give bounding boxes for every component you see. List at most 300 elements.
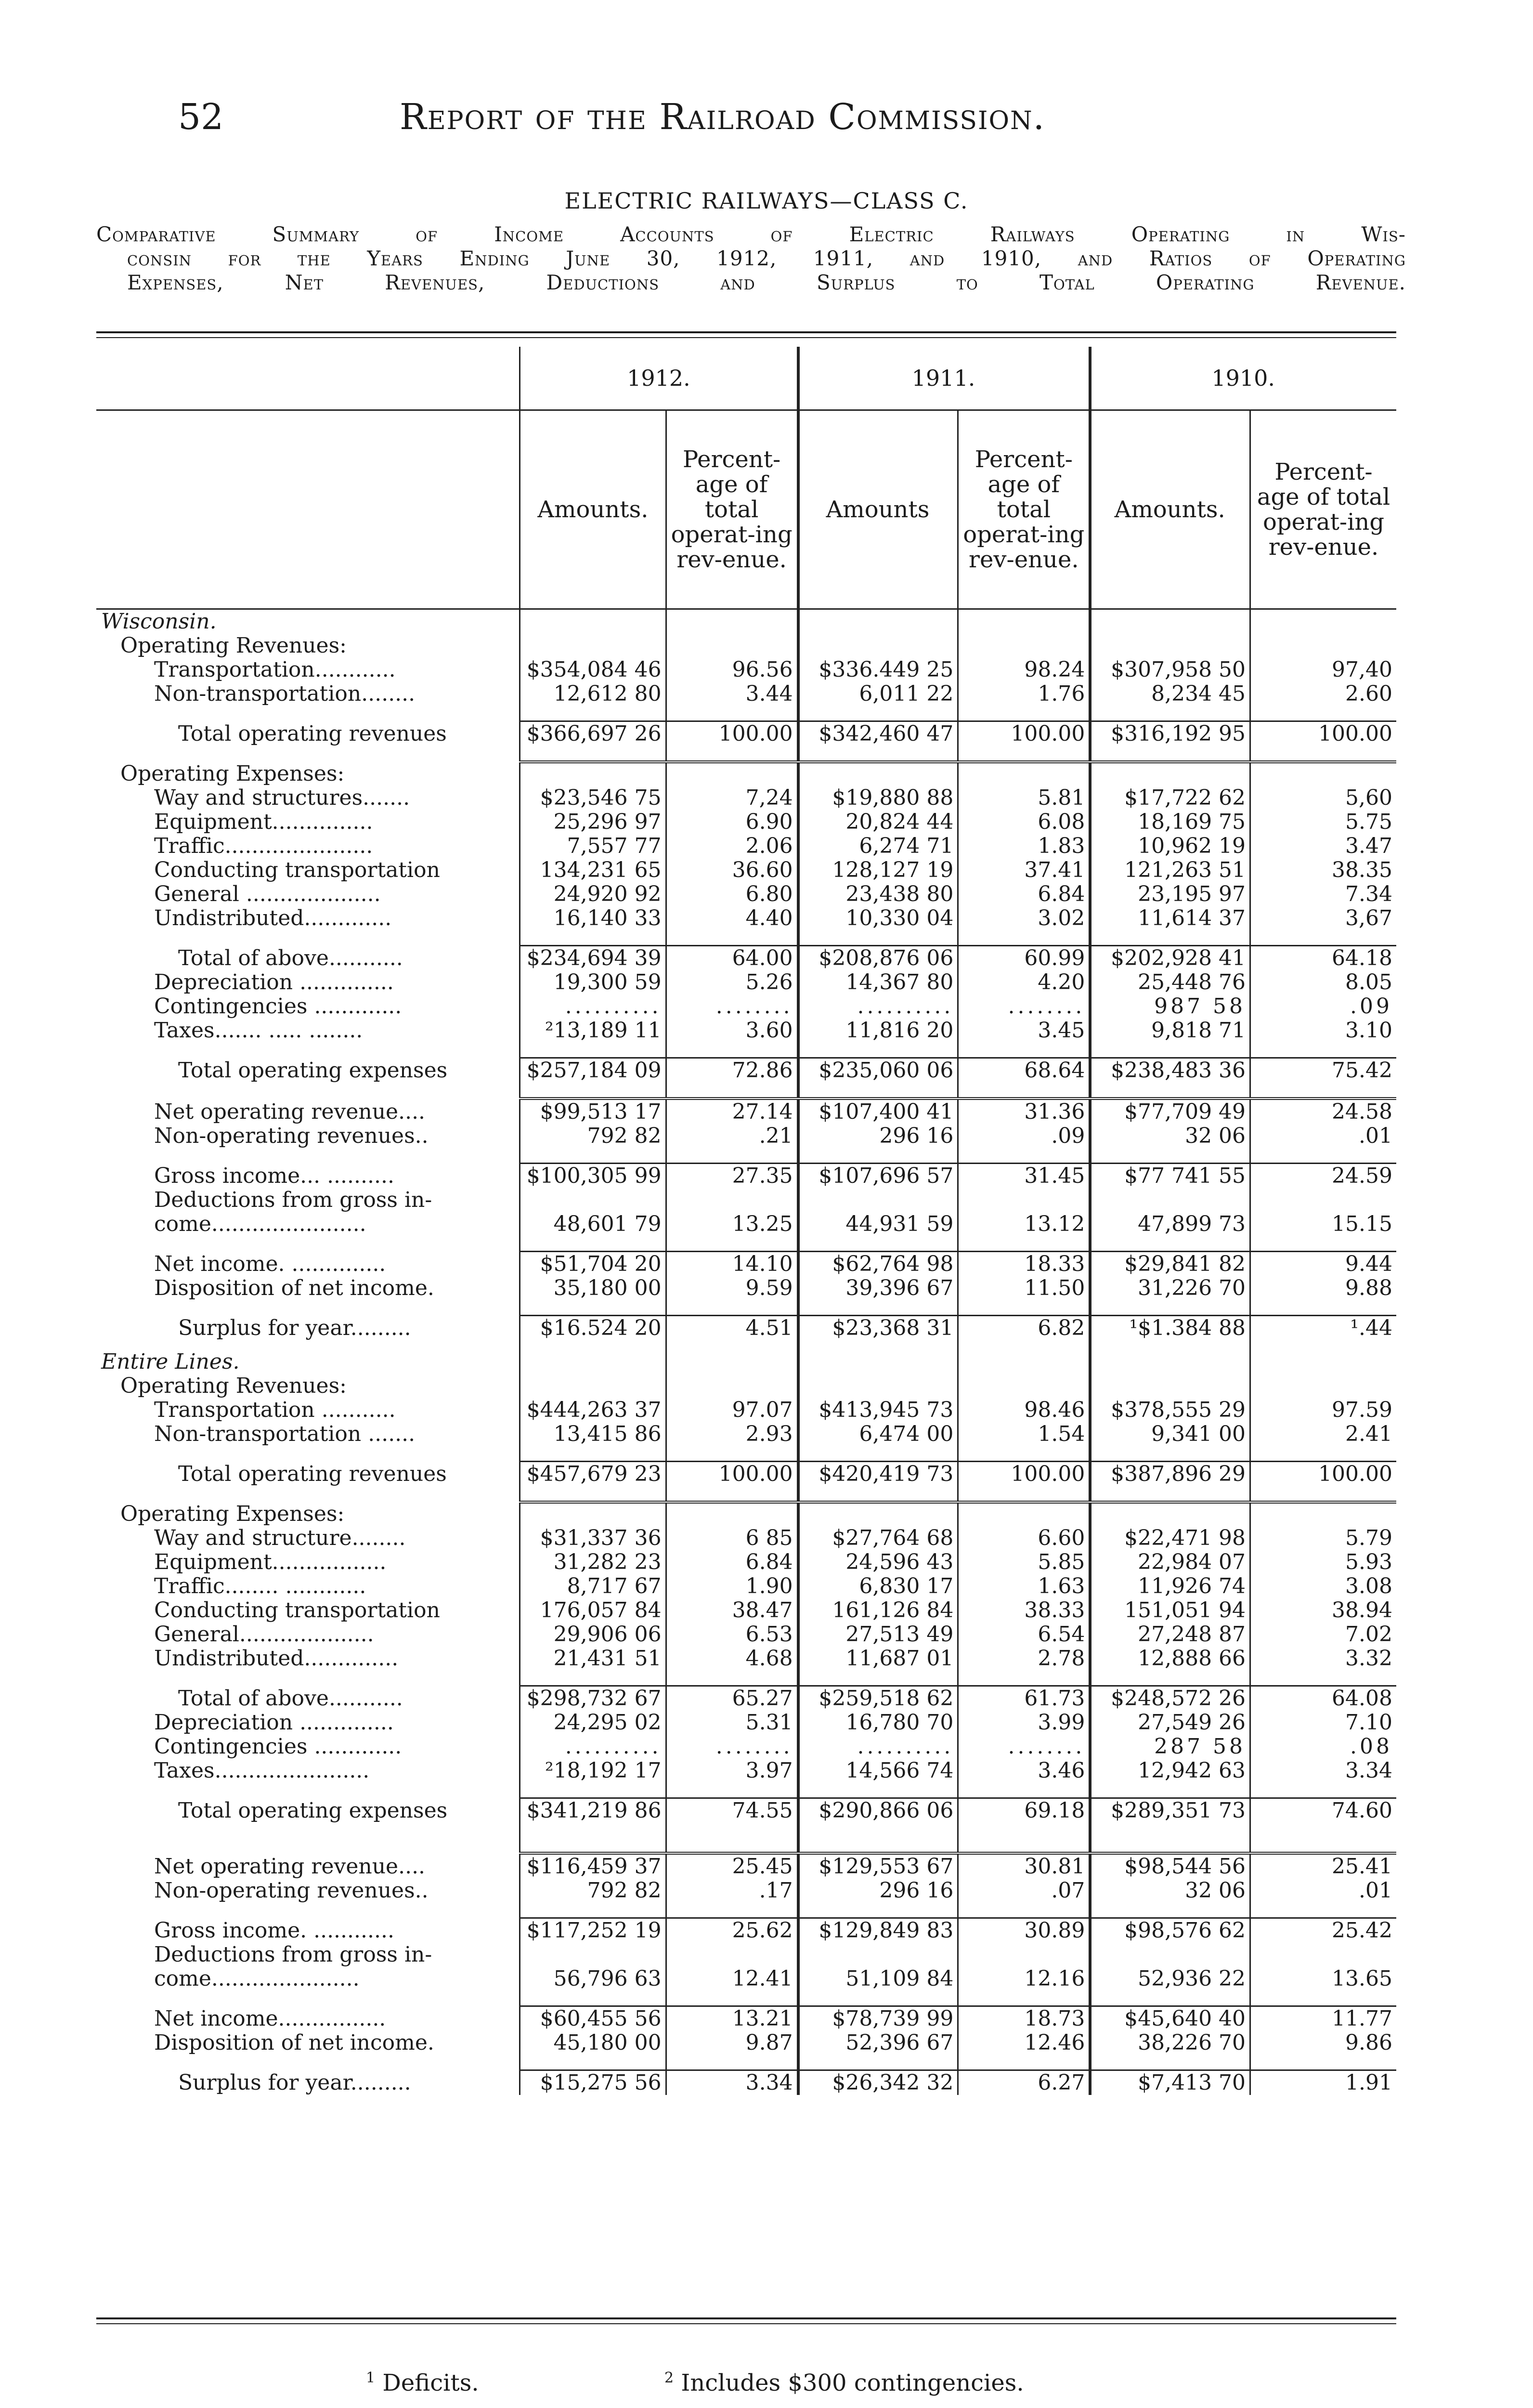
percent-1912: 9.59	[666, 1276, 797, 1300]
percent-1910: 75.42	[1250, 1058, 1396, 1083]
spacer-cell	[1250, 1671, 1396, 1686]
amount-1912: $116,459 37	[520, 1853, 666, 1879]
percent-1912: 27.14	[666, 1099, 797, 1124]
amount-1910: 11,926 74	[1090, 1574, 1250, 1598]
amount-1910: 987 58	[1090, 995, 1250, 1019]
amount-1911: $107,696 57	[797, 1164, 958, 1189]
spacer-cell	[958, 1148, 1090, 1164]
spacer-cell	[520, 1903, 666, 1918]
table-row	[96, 810, 1396, 834]
spacer-cell	[958, 1903, 1090, 1918]
percent-1912: 6 85	[666, 1526, 797, 1550]
percent-1911	[958, 1502, 1090, 1526]
table-row	[96, 906, 1396, 930]
spacer-cell	[958, 1300, 1090, 1316]
percent-1911: 1.63	[958, 1574, 1090, 1598]
amount-1911: 14,566 74	[797, 1759, 958, 1783]
percent-1912: 3.60	[666, 1019, 797, 1043]
percent-1912: 3.34	[666, 2070, 797, 2095]
percent-1910: 9.88	[1250, 1276, 1396, 1300]
spacer-cell	[1090, 706, 1250, 721]
amount-1911: 20,824 44	[797, 810, 958, 834]
amount-1912: $257,184 09	[520, 1058, 666, 1083]
percent-1911: 4.20	[958, 970, 1090, 995]
amount-1912: 792 82	[520, 1879, 666, 1903]
amount-1910: 32 06	[1090, 1124, 1250, 1148]
spacer-cell	[520, 1991, 666, 2006]
amount-1910: $29,841 82	[1090, 1252, 1250, 1277]
percentage-header	[666, 410, 797, 609]
spacer-cell	[958, 746, 1090, 762]
spacer-cell	[958, 2055, 1090, 2070]
spacer-cell	[666, 706, 797, 721]
table-row	[96, 1879, 1396, 1903]
amount-1912: ²18,192 17	[520, 1759, 666, 1783]
amount-1912: 45,180 00	[520, 2031, 666, 2055]
empty-cell	[958, 1340, 1090, 1374]
percent-1912: 25.45	[666, 1853, 797, 1879]
percent-1911: 69.18	[958, 1798, 1090, 1823]
percent-1912: 6.80	[666, 882, 797, 906]
table-body	[96, 609, 1396, 2095]
spacer-cell	[666, 1486, 797, 1502]
row-label: Contingencies .............	[154, 1735, 402, 1759]
percent-1912: 27.35	[666, 1164, 797, 1189]
table-row	[96, 1853, 1396, 1879]
percent-1910: 1.91	[1250, 2070, 1396, 2095]
amount-1910: 12,888 66	[1090, 1647, 1250, 1671]
amount-1911: 14,367 80	[797, 970, 958, 995]
percent-1912: 1.90	[666, 1574, 797, 1598]
spacer-cell	[797, 1991, 958, 2006]
spacer-row	[96, 746, 1396, 762]
table-row	[96, 1574, 1396, 1598]
table-row	[96, 1316, 1396, 1341]
spacer-cell	[96, 1236, 520, 1252]
percent-1912: 65.27	[666, 1686, 797, 1711]
row-label: Total operating expenses	[178, 1058, 448, 1083]
row-label: Taxes....... ..... ........	[154, 1019, 363, 1043]
amount-1912: 31,282 23	[520, 1550, 666, 1574]
amount-1911: $129,849 83	[797, 1918, 958, 1943]
spacer-cell	[958, 930, 1090, 946]
spacer-cell	[520, 1148, 666, 1164]
spacer-cell	[666, 1671, 797, 1686]
percent-1910: 3.08	[1250, 1574, 1396, 1598]
spacer-cell	[1250, 1991, 1396, 2006]
percent-1911: 61.73	[958, 1686, 1090, 1711]
spacer-cell	[96, 1991, 520, 2006]
amount-1911	[797, 762, 958, 786]
empty-cell	[1090, 609, 1250, 634]
table-row	[96, 1598, 1396, 1623]
percent-1912: 5.26	[666, 970, 797, 995]
spacer-cell	[96, 1446, 520, 1462]
percent-1912: 4.40	[666, 906, 797, 930]
amount-1910: $98,544 56	[1090, 1853, 1250, 1879]
spacer-cell	[520, 746, 666, 762]
spacer-row	[96, 1236, 1396, 1252]
percent-1911: 1.76	[958, 682, 1090, 706]
percent-1911: 13.12	[958, 1212, 1090, 1236]
percent-1911: 18.73	[958, 2006, 1090, 2031]
amount-1912: 21,431 51	[520, 1647, 666, 1671]
percentage-header-text: Percent-age of total operat-ing rev-enue.	[671, 446, 792, 573]
amount-1910	[1090, 762, 1250, 786]
percent-1911: 60.99	[958, 946, 1090, 971]
spacer-cell	[666, 1148, 797, 1164]
spacer-cell	[96, 1486, 520, 1502]
amount-1912: $366,697 26	[520, 721, 666, 746]
amount-1910: 287 58	[1090, 1735, 1250, 1759]
amount-1910: 18,169 75	[1090, 810, 1250, 834]
percent-1910: 74.60	[1250, 1798, 1396, 1823]
amount-1911: 11,687 01	[797, 1647, 958, 1671]
amount-1912: 19,300 59	[520, 970, 666, 995]
percent-1911: 18.33	[958, 1252, 1090, 1277]
spacer-row	[96, 1823, 1396, 1853]
empty-cell	[666, 609, 797, 634]
amount-1911: $259,518 62	[797, 1686, 958, 1711]
amount-1912: ..........	[520, 995, 666, 1019]
percent-1911: 6.27	[958, 2070, 1090, 2095]
spacer-cell	[666, 1043, 797, 1058]
amount-1910	[1090, 1374, 1250, 1398]
percentage-header	[1250, 410, 1396, 609]
spacer-cell	[1250, 746, 1396, 762]
percent-1911: 100.00	[958, 1462, 1090, 1487]
percent-1910: 9.86	[1250, 2031, 1396, 2055]
percent-1911: 1.54	[958, 1422, 1090, 1446]
spacer-row	[96, 1991, 1396, 2006]
percent-1911	[958, 762, 1090, 786]
amount-1912: $51,704 20	[520, 1252, 666, 1277]
row-label: General ....................	[154, 882, 381, 906]
year-header: 1911.	[797, 347, 1090, 410]
amount-1912: 35,180 00	[520, 1276, 666, 1300]
column-header-row	[96, 410, 1396, 609]
spacer-row	[96, 930, 1396, 946]
amount-1912: ..........	[520, 1735, 666, 1759]
spacer-cell	[1090, 1236, 1250, 1252]
row-label: Total operating revenues	[178, 721, 447, 746]
amount-1912: 56,796 63	[520, 1967, 666, 1991]
row-label: Traffic........ ............	[154, 1574, 366, 1598]
amount-1912: 25,296 97	[520, 810, 666, 834]
amount-1911: 16,780 70	[797, 1711, 958, 1735]
spacer-cell	[96, 1671, 520, 1686]
row-label: Deductions from gross in-	[154, 1943, 432, 1967]
spacer-cell	[797, 1903, 958, 1918]
row-label: Undistributed.............	[154, 906, 392, 930]
percent-1910	[1250, 1502, 1396, 1526]
amount-1912: $23,546 75	[520, 786, 666, 810]
percent-1910: .09	[1250, 995, 1396, 1019]
amount-1912: $16.524 20	[520, 1316, 666, 1341]
percent-1910	[1250, 1188, 1396, 1212]
percent-1911: 5.85	[958, 1550, 1090, 1574]
amount-1911: $107,400 41	[797, 1099, 958, 1124]
amount-1910	[1090, 1188, 1250, 1212]
spacer-cell	[797, 1236, 958, 1252]
empty-cell	[797, 609, 958, 634]
table-row	[96, 2031, 1396, 2055]
percentage-header-text: Percent-age of total operat-ing rev-enue.	[1257, 458, 1390, 561]
percentage-header	[958, 410, 1090, 609]
row-label: Conducting transportation	[154, 1598, 440, 1623]
amount-1912	[520, 1502, 666, 1526]
spacer-cell	[797, 1783, 958, 1798]
percent-1910: 5.79	[1250, 1526, 1396, 1550]
amount-1911: 6,830 17	[797, 1574, 958, 1598]
amount-1912: 134,231 65	[520, 858, 666, 882]
row-label: Non-transportation........	[154, 682, 416, 706]
spacer-cell	[666, 2055, 797, 2070]
table-row	[96, 1212, 1396, 1236]
table-row	[96, 1422, 1396, 1446]
percent-1911: 6.82	[958, 1316, 1090, 1341]
spacer-cell	[666, 1991, 797, 2006]
amount-1911: $290,866 06	[797, 1798, 958, 1823]
row-label: Depreciation ..............	[154, 970, 394, 995]
spacer-cell	[1250, 1903, 1396, 1918]
spacer-cell	[958, 1083, 1090, 1099]
spacer-cell	[520, 930, 666, 946]
table-row	[96, 1099, 1396, 1124]
percent-1910: 2.60	[1250, 682, 1396, 706]
row-label: Net income. ..............	[154, 1252, 386, 1276]
amount-1911: 11,816 20	[797, 1019, 958, 1043]
spacer-cell	[797, 930, 958, 946]
amount-1910: $22,471 98	[1090, 1526, 1250, 1550]
spacer-cell	[797, 1148, 958, 1164]
row-label: Way and structures.......	[154, 786, 410, 810]
footnote-text: Deficits.	[382, 2369, 479, 2396]
spacer-cell	[520, 1486, 666, 1502]
percent-1911: 6.84	[958, 882, 1090, 906]
amount-1910: 52,936 22	[1090, 1967, 1250, 1991]
amount-1912	[520, 1374, 666, 1398]
amounts-header: Amounts.	[1090, 410, 1250, 609]
percent-1910: 3,67	[1250, 906, 1396, 930]
row-label: Net operating revenue....	[154, 1099, 426, 1124]
amount-1912: $100,305 99	[520, 1164, 666, 1189]
percent-1910: 100.00	[1250, 721, 1396, 746]
amount-1911	[797, 1374, 958, 1398]
percent-1911: 38.33	[958, 1598, 1090, 1623]
footnotes	[0, 2369, 1533, 2408]
table-row	[96, 1164, 1396, 1189]
row-label: Surplus for year.........	[178, 2070, 411, 2095]
table-row	[96, 970, 1396, 995]
percent-1912	[666, 762, 797, 786]
table-row	[96, 1550, 1396, 1574]
spacer-cell	[1090, 1991, 1250, 2006]
row-label: Total operating revenues	[178, 1462, 447, 1486]
spacer-cell	[96, 1043, 520, 1058]
percent-1911: ........	[958, 995, 1090, 1019]
amount-1910: $248,572 26	[1090, 1686, 1250, 1711]
spacer-cell	[958, 1991, 1090, 2006]
amount-1912: $341,219 86	[520, 1798, 666, 1823]
table-row	[96, 882, 1396, 906]
table-row	[96, 1462, 1396, 1487]
percent-1910	[1250, 1374, 1396, 1398]
amount-1910: 23,195 97	[1090, 882, 1250, 906]
spacer-cell	[666, 1236, 797, 1252]
empty-cell	[958, 609, 1090, 634]
amount-1910: $17,722 62	[1090, 786, 1250, 810]
row-label: Disposition of net income.	[154, 2031, 434, 2055]
amount-1911: $62,764 98	[797, 1252, 958, 1277]
spacer-cell	[1090, 1446, 1250, 1462]
section-heading-row	[96, 609, 1396, 634]
percent-1910: 7.10	[1250, 1711, 1396, 1735]
amount-1911: 24,596 43	[797, 1550, 958, 1574]
amount-1910: 32 06	[1090, 1879, 1250, 1903]
percent-1911: 31.36	[958, 1099, 1090, 1124]
spacer-row	[96, 1486, 1396, 1502]
percent-1911: 98.46	[958, 1398, 1090, 1422]
table-row	[96, 762, 1396, 786]
spacer-cell	[1090, 1083, 1250, 1099]
table-row	[96, 1647, 1396, 1671]
table-row	[96, 858, 1396, 882]
amount-1911: $129,553 67	[797, 1853, 958, 1879]
amount-1911: 10,330 04	[797, 906, 958, 930]
spacer-row	[96, 1043, 1396, 1058]
row-label: Way and structure........	[154, 1526, 406, 1550]
amount-1911: 23,438 80	[797, 882, 958, 906]
spacer-cell	[96, 746, 520, 762]
row-label: Net operating revenue....	[154, 1854, 426, 1879]
percent-1910: ¹.44	[1250, 1316, 1396, 1341]
percent-1912: 9.87	[666, 2031, 797, 2055]
spacer-cell	[96, 706, 520, 721]
amount-1910: 27,549 26	[1090, 1711, 1250, 1735]
percent-1910: 13.65	[1250, 1967, 1396, 1991]
spacer-row	[96, 1446, 1396, 1462]
percent-1910: .01	[1250, 1879, 1396, 1903]
percent-1911	[958, 634, 1090, 658]
amount-1911: 6,274 71	[797, 834, 958, 858]
spacer-cell	[666, 1903, 797, 1918]
table-row	[96, 1623, 1396, 1647]
amount-1910: 38,226 70	[1090, 2031, 1250, 2055]
spacer-cell	[1090, 1043, 1250, 1058]
spacer-cell	[520, 1236, 666, 1252]
spacer-cell	[797, 1043, 958, 1058]
amount-1910: $77,709 49	[1090, 1099, 1250, 1124]
percent-1912: 2.06	[666, 834, 797, 858]
spacer-cell	[1090, 1823, 1250, 1853]
empty-cell	[520, 1340, 666, 1374]
spacer-cell	[1090, 1148, 1250, 1164]
table-row	[96, 946, 1396, 971]
footnote	[366, 2369, 479, 2396]
spacer-cell	[958, 1236, 1090, 1252]
percent-1912: 3.97	[666, 1759, 797, 1783]
percent-1912: 12.41	[666, 1967, 797, 1991]
percent-1911: 3.46	[958, 1759, 1090, 1783]
amount-1910: $289,351 73	[1090, 1798, 1250, 1823]
row-label: Total of above...........	[178, 946, 403, 970]
amount-1911: 44,931 59	[797, 1212, 958, 1236]
top-rule	[96, 331, 1396, 333]
percent-1911: 6.08	[958, 810, 1090, 834]
amount-1912: 13,415 86	[520, 1422, 666, 1446]
amount-1912	[520, 634, 666, 658]
percent-1912: 74.55	[666, 1798, 797, 1823]
table-row	[96, 1398, 1396, 1422]
footnote-mark: 2	[664, 2369, 674, 2386]
row-label: Non-transportation .......	[154, 1422, 416, 1446]
amount-1911: $336.449 25	[797, 658, 958, 682]
amount-1912: $31,337 36	[520, 1526, 666, 1550]
percent-1911: 37.41	[958, 858, 1090, 882]
amount-1910: $98,576 62	[1090, 1918, 1250, 1943]
percent-1911: 3.45	[958, 1019, 1090, 1043]
empty-cell	[520, 609, 666, 634]
amount-1911: $78,739 99	[797, 2006, 958, 2031]
spacer-cell	[1090, 1671, 1250, 1686]
table-row	[96, 1735, 1396, 1759]
table-row	[96, 2070, 1396, 2095]
amount-1912: ²13,189 11	[520, 1019, 666, 1043]
spacer-cell	[96, 1148, 520, 1164]
spacer-cell	[1250, 1823, 1396, 1853]
row-label: Non-operating revenues..	[154, 1124, 429, 1148]
percent-1912: 4.68	[666, 1647, 797, 1671]
table-row	[96, 1759, 1396, 1783]
amount-1910: $7,413 70	[1090, 2070, 1250, 2095]
row-label: Total of above...........	[178, 1686, 403, 1711]
percent-1910: 25.41	[1250, 1853, 1396, 1879]
section-title: ELECTRIC RAILWAYS—CLASS C.	[564, 188, 969, 214]
percent-1912	[666, 1502, 797, 1526]
amount-1910	[1090, 634, 1250, 658]
row-label: Equipment.................	[154, 1550, 387, 1574]
subtitle-line: Comparative Summary of Income Accounts of Electric Railways Operating in Wis-	[96, 222, 1406, 246]
percent-1911: 12.46	[958, 2031, 1090, 2055]
percent-1911: 31.45	[958, 1164, 1090, 1189]
amount-1912: $444,263 37	[520, 1398, 666, 1422]
row-label: Operating Expenses:	[120, 1502, 345, 1526]
percent-1912: ........	[666, 1735, 797, 1759]
percent-1911	[958, 1374, 1090, 1398]
amount-1911: 51,109 84	[797, 1967, 958, 1991]
spacer-cell	[1250, 706, 1396, 721]
amount-1912: 24,920 92	[520, 882, 666, 906]
amount-1911: ..........	[797, 1735, 958, 1759]
amount-1912: 16,140 33	[520, 906, 666, 930]
table-row	[96, 1918, 1396, 1943]
amount-1910: 9,341 00	[1090, 1422, 1250, 1446]
percent-1912: 96.56	[666, 658, 797, 682]
section-heading-row	[96, 1340, 1396, 1374]
spacer-cell	[96, 2055, 520, 2070]
spacer-row	[96, 1671, 1396, 1686]
percent-1911: 12.16	[958, 1967, 1090, 1991]
year-header-row	[96, 347, 1396, 410]
row-label: Total operating expenses	[178, 1798, 448, 1823]
row-label: Contingencies .............	[154, 995, 402, 1019]
amount-1910: $202,928 41	[1090, 946, 1250, 971]
spacer-cell	[96, 1783, 520, 1798]
percent-1912: 3.44	[666, 682, 797, 706]
amount-1910: $378,555 29	[1090, 1398, 1250, 1422]
percent-1911: 30.81	[958, 1853, 1090, 1879]
